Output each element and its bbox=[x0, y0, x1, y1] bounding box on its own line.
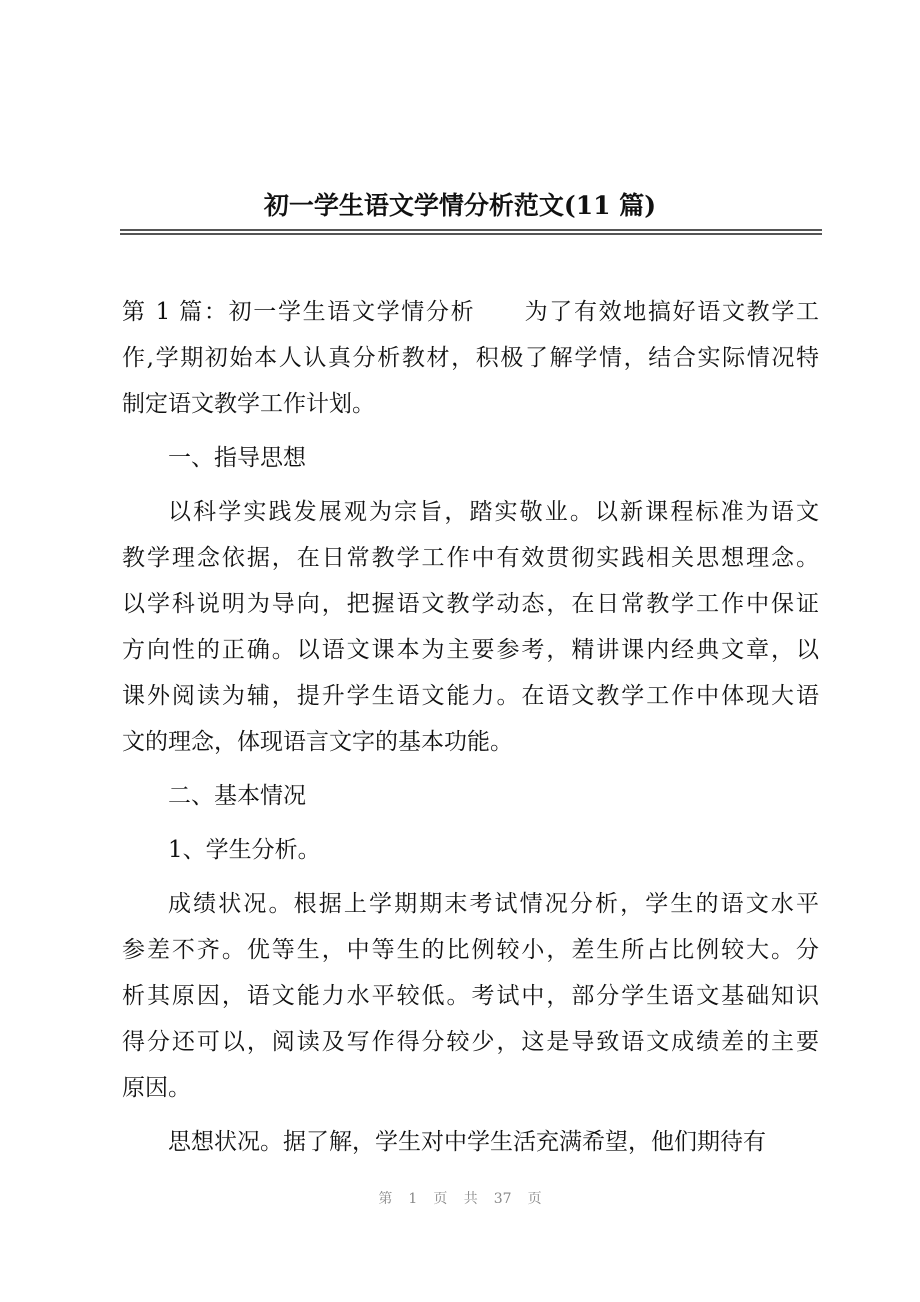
paragraph-gap bbox=[122, 878, 819, 886]
page-number: 1 bbox=[408, 1191, 418, 1207]
paragraph-line: 方向性的正确。以语文课本为主要参考，精讲课内经典文章，以 bbox=[122, 637, 819, 663]
paragraph-gap bbox=[122, 770, 819, 778]
paragraph-line: 得分还可以，阅读及写作得分较少，这是导致语文成绩差的主要 bbox=[122, 1029, 819, 1055]
paragraph-line: 教学理念依据，在日常教学工作中有效贯彻实践相关思想理念。 bbox=[122, 545, 819, 571]
paragraph-line: 文的理念，体现语言文字的基本功能。 bbox=[122, 729, 513, 755]
paragraph-gap bbox=[122, 1116, 819, 1124]
paragraph-line: 第 1 篇：初一学生语文学情分析 为了有效地搞好语文教学工 bbox=[122, 299, 819, 325]
paragraph-line: 课外阅读为辅，提升学生语文能力。在语文教学工作中体现大语 bbox=[122, 683, 819, 709]
paragraph-line: 制定语文教学工作计划。 bbox=[122, 391, 375, 417]
paragraph bbox=[122, 886, 819, 1116]
paragraph-line: 二、基本情况 bbox=[168, 783, 306, 809]
paragraph-line: 成绩状况。根据上学期期末考试情况分析，学生的语文水平 bbox=[168, 891, 819, 917]
paragraph bbox=[122, 440, 819, 486]
title-divider bbox=[120, 229, 822, 231]
paragraph-line: 思想状况。据了解，学生对中学生活充满希望，他们期待有 bbox=[168, 1129, 766, 1155]
document-body bbox=[122, 294, 819, 1170]
paragraph-gap bbox=[122, 432, 819, 440]
page-footer bbox=[0, 1188, 920, 1208]
paragraph-line: 一、指导思想 bbox=[168, 445, 306, 471]
document-title: 初一学生语文学情分析范文(11 篇) bbox=[263, 191, 657, 220]
title-divider-secondary bbox=[120, 233, 822, 235]
paragraph bbox=[122, 832, 819, 878]
paragraph bbox=[122, 1124, 819, 1170]
paragraph bbox=[122, 494, 819, 770]
paragraph-gap bbox=[122, 486, 819, 494]
paragraph-line: 以学科说明为导向，把握语文教学动态，在日常教学工作中保证 bbox=[122, 591, 819, 617]
page-mid: 页 共 bbox=[433, 1191, 478, 1207]
paragraph bbox=[122, 778, 819, 824]
paragraph-line: 1、学生分析。 bbox=[168, 837, 321, 863]
paragraph-line: 析其原因，语文能力水平较低。考试中，部分学生语文基础知识 bbox=[122, 983, 819, 1009]
paragraph-line: 参差不齐。优等生，中等生的比例较小，差生所占比例较大。分 bbox=[122, 937, 819, 963]
paragraph-gap bbox=[122, 824, 819, 832]
paragraph-line: 原因。 bbox=[122, 1075, 191, 1101]
page-prefix: 第 bbox=[378, 1191, 393, 1207]
total-pages: 37 bbox=[493, 1191, 512, 1207]
page-suffix: 页 bbox=[527, 1191, 542, 1207]
paragraph-line: 以科学实践发展观为宗旨，踏实敬业。以新课程标准为语文 bbox=[168, 499, 819, 525]
paragraph bbox=[122, 294, 819, 432]
paragraph-line: 作,学期初始本人认真分析教材，积极了解学情，结合实际情况特 bbox=[122, 345, 819, 371]
